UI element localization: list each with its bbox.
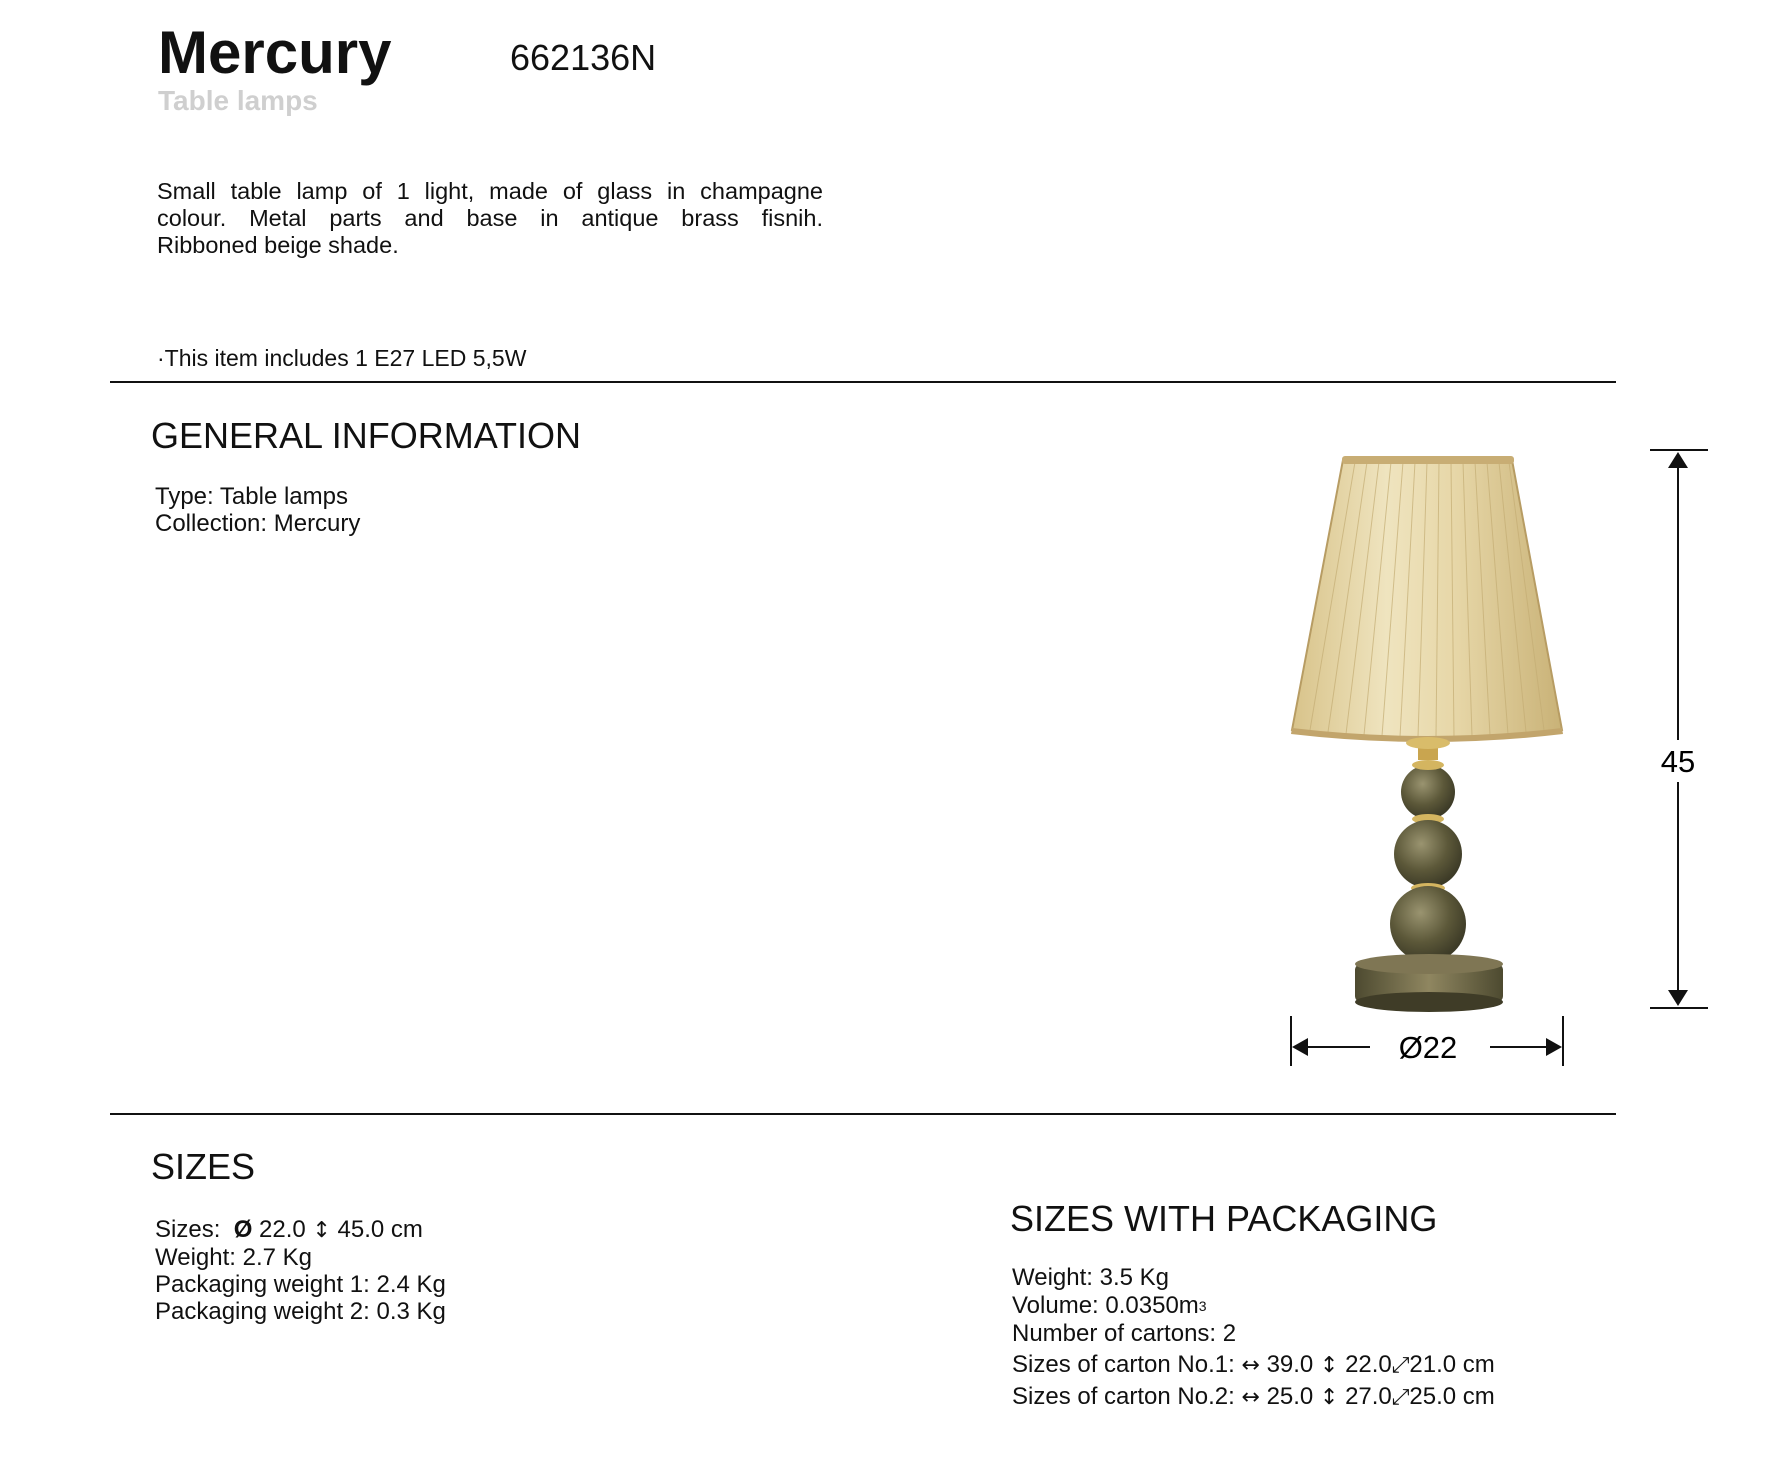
packaging-heading: SIZES WITH PACKAGING	[1010, 1198, 1438, 1239]
carton-2-sizes	[1012, 1383, 1495, 1412]
height-label: 45	[1660, 744, 1696, 779]
packaging-weight-2: Packaging weight 2: 0.3 Kg	[155, 1298, 446, 1325]
packaging-weight: Weight: 3.5 Kg	[1012, 1264, 1169, 1291]
carton-height: 27.0	[1345, 1383, 1392, 1410]
height-arrow-icon: ↕	[1319, 1385, 1339, 1410]
collection-value: Collection: Mercury	[155, 510, 361, 537]
product-code: 662136N	[510, 37, 657, 78]
carton-1-sizes	[1012, 1351, 1495, 1380]
description-line: Small table lamp of 1 light, made of glass in champagne	[157, 178, 823, 204]
volume-unit: m	[1178, 1292, 1199, 1319]
packaging-list	[1012, 1264, 1495, 1412]
diameter-symbol: Ø	[233, 1216, 253, 1243]
included-bulb-note: ·This item includes 1 E27 LED 5,5W	[157, 345, 527, 371]
height-dimension	[1650, 450, 1708, 1008]
description-line: Ribboned beige shade.	[157, 232, 399, 258]
width-arrow-icon: ↔	[1241, 1385, 1260, 1410]
carton-height: 22.0	[1345, 1351, 1392, 1378]
carton-width: 25.0	[1266, 1383, 1314, 1410]
sizes-heading: SIZES	[151, 1146, 256, 1187]
carton-width: 39.0	[1266, 1351, 1314, 1378]
lamp-body	[1355, 737, 1503, 1012]
general-information-list	[155, 483, 360, 537]
type-value: Type: Table lamps	[155, 483, 348, 510]
carton-label: Sizes of carton No.1:	[1012, 1351, 1235, 1378]
volume-exponent: 3	[1198, 1298, 1207, 1314]
general-information-heading: GENERAL INFORMATION	[151, 415, 582, 456]
diameter-label: Ø22	[1398, 1030, 1458, 1065]
description-line: colour. Metal parts and base in antique brass fisnih.	[157, 205, 823, 231]
depth-arrow-icon: ⤢	[1391, 1353, 1410, 1378]
section-divider	[110, 381, 1616, 383]
width-arrow-icon: ↔	[1241, 1353, 1260, 1378]
height-arrow-icon: ↕	[1319, 1353, 1339, 1378]
carton-depth: 25.0 cm	[1409, 1383, 1495, 1410]
carton-label: Sizes of carton No.2:	[1012, 1383, 1235, 1410]
depth-arrow-icon: ⤢	[1391, 1385, 1410, 1410]
lamp-dimension-diagram	[1270, 440, 1740, 1090]
diameter-value: 22.0	[259, 1216, 306, 1243]
volume-value: Volume: 0.0350	[1012, 1292, 1179, 1319]
height-value: 45.0 cm	[337, 1216, 423, 1243]
section-divider	[110, 1113, 1616, 1115]
sizes-list	[155, 1216, 446, 1325]
sizes-prefix: Sizes:	[155, 1216, 221, 1243]
carton-depth: 21.0 cm	[1409, 1351, 1495, 1378]
height-arrow-icon: ↕	[312, 1218, 331, 1243]
sizes-value	[155, 1216, 446, 1244]
number-of-cartons: Number of cartons: 2	[1012, 1320, 1237, 1347]
packaging-weight-1: Packaging weight 1: 2.4 Kg	[155, 1271, 446, 1298]
product-category: Table lamps	[158, 85, 318, 116]
weight-value: Weight: 2.7 Kg	[155, 1244, 312, 1271]
product-title: Mercury	[158, 19, 392, 86]
lamp-shade	[1291, 456, 1563, 742]
product-description	[157, 178, 823, 259]
packaging-volume	[1012, 1292, 1495, 1320]
